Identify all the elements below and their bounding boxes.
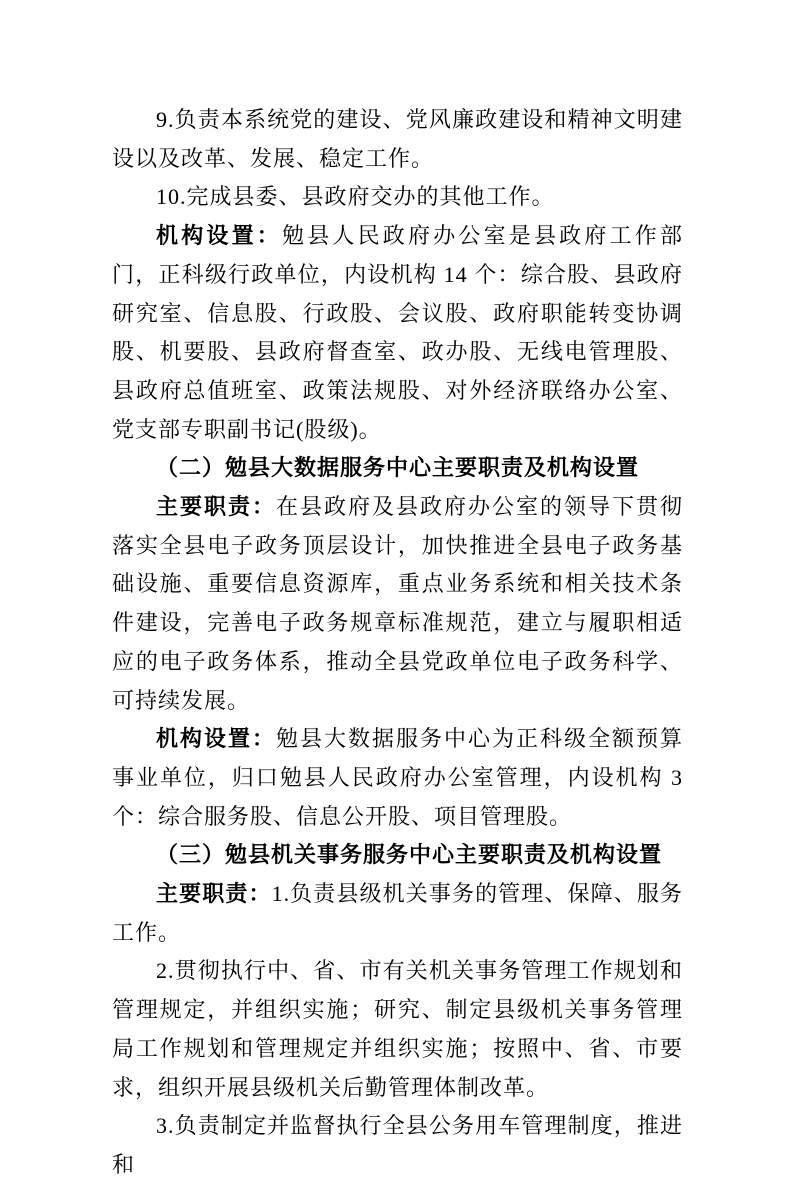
paragraph xyxy=(112,875,683,952)
paragraph-text: （二）勉县大数据服务中心主要职责及机构设置 xyxy=(156,455,640,481)
paragraph xyxy=(112,217,683,449)
paragraph xyxy=(112,488,683,720)
paragraph-text: 9.负责本系统党的建设、党风廉政建设和精神文明建设以及改革、发展、稳定工作。 xyxy=(112,107,683,171)
paragraph-text: 在县政府及县政府办公室的领导下贯彻落实全县电子政务顶层设计，加快推进全县电子政务基础设施、重要信息资源库，重点业务系统和相关技术条件建设，完善电子政务规章标准规范，建立与履职相适应的电子政务体系，推动全县党政单位电子政务科学、可持续发展。 xyxy=(112,494,683,713)
document-body xyxy=(112,101,683,1185)
paragraph-lead: 主要职责： xyxy=(156,494,276,520)
paragraph-text: （三）勉县机关事务服务中心主要职责及机构设置 xyxy=(156,842,663,868)
section-heading xyxy=(112,836,683,875)
section-heading xyxy=(112,449,683,488)
paragraph-text: 勉县大数据服务中心为正科级全额预算事业单位，归口勉县人民政府办公室管理，内设机构 3 个：综合服务股、信息公开股、项目管理股。 xyxy=(112,726,683,829)
paragraph xyxy=(112,720,683,836)
paragraph-text: 10.完成县委、县政府交办的其他工作。 xyxy=(156,184,555,210)
paragraph-text: 1.负责县级机关事务的管理、保障、服务工作。 xyxy=(112,881,683,945)
paragraph-text: 2.贯彻执行中、省、市有关机关事务管理工作规划和管理规定，并组织实施；研究、制定县级机关事务管理局工作规划和管理规定并组织实施；按照中、省、市要求，组织开展县级机关后勤管理体制改革。 xyxy=(112,958,683,1100)
paragraph-lead: 主要职责： xyxy=(156,881,272,907)
paragraph xyxy=(112,178,683,217)
paragraph-text: 勉县人民政府办公室是县政府工作部门，正科级行政单位，内设机构 14 个：综合股、县政府研究室、信息股、行政股、会议股、政府职能转变协调股、机要股、县政府督查室、政办股、无线电管理股、县政府总值班室、政策法规股、对外经济联络办公室、党支部专职副书记(股级)。 xyxy=(112,223,683,442)
paragraph-text: 3.负责制定并监督执行全县公务用车管理制度，推进和 xyxy=(112,1113,683,1177)
paragraph xyxy=(112,1107,683,1184)
paragraph xyxy=(112,101,683,178)
paragraph xyxy=(112,952,683,1107)
paragraph-lead: 机构设置： xyxy=(156,223,282,249)
paragraph-lead: 机构设置： xyxy=(156,726,276,752)
